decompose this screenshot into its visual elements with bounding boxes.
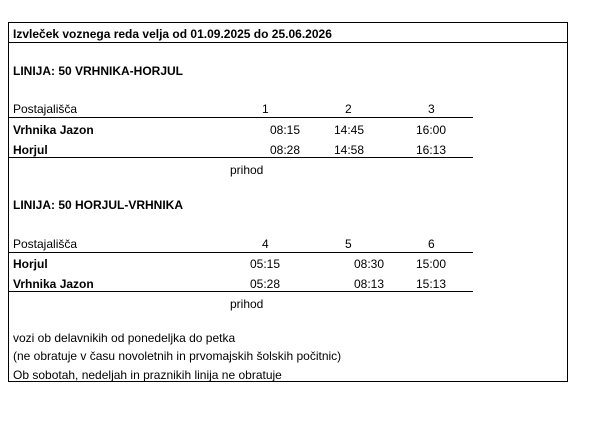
line2-row1-time1: 05:15 — [250, 257, 281, 271]
line1-row2-time3: 16:13 — [416, 143, 447, 157]
line1-row1-stop: Vrhnika Jazon — [13, 123, 94, 137]
line2-col-6: 6 — [428, 237, 435, 251]
line2-row2-time3: 15:13 — [416, 277, 447, 291]
note-weekdays: vozi ob delavnikih od ponedeljka do petka — [13, 331, 236, 345]
line1-row2-time2: 14:58 — [334, 143, 365, 157]
note-holidays: (ne obratuje v času novoletnih in prvomajskih šolskih počitnic) — [13, 349, 342, 363]
line2-row1-time3: 15:00 — [416, 257, 447, 271]
line1-title: LINIJA: 50 VRHNIKA-HORJUL — [13, 64, 184, 78]
line2-col-4: 4 — [262, 237, 269, 251]
line2-bottom-rule — [8, 291, 473, 292]
line2-col-5: 5 — [345, 237, 352, 251]
line1-row2-time1: 08:28 — [270, 143, 301, 157]
line1-row2-stop: Horjul — [13, 143, 48, 157]
line2-row2-stop: Vrhnika Jazon — [13, 277, 94, 291]
line1-row1-time2: 14:45 — [334, 123, 365, 137]
line2-stops-header: Postajališča — [13, 237, 78, 251]
line1-col-2: 2 — [345, 102, 352, 116]
line1-col-1: 1 — [262, 102, 269, 116]
line2-title: LINIJA: 50 HORJUL-VRHNIKA — [13, 198, 184, 212]
line1-header-rule — [8, 117, 473, 118]
line1-row1-time3: 16:00 — [416, 123, 447, 137]
line1-bottom-rule — [8, 157, 473, 158]
line1-stops-header: Postajališča — [13, 102, 78, 116]
note-weekends: Ob sobotah, nedeljah in praznikih linija ne obratuje — [13, 368, 282, 382]
line2-row2-time1: 05:28 — [250, 277, 281, 291]
line1-row1-time1: 08:15 — [270, 123, 301, 137]
line1-col-3: 3 — [428, 102, 435, 116]
line2-row1-stop: Horjul — [13, 257, 48, 271]
line1-arrival-label: prihod — [230, 163, 264, 177]
line2-header-rule — [8, 252, 473, 253]
line2-row1-time2: 08:30 — [354, 257, 385, 271]
line2-arrival-label: prihod — [230, 297, 264, 311]
page-title: Izvleček voznega reda velja od 01.09.2025 do 25.06.2026 — [13, 27, 332, 41]
line2-row2-time2: 08:13 — [354, 277, 385, 291]
